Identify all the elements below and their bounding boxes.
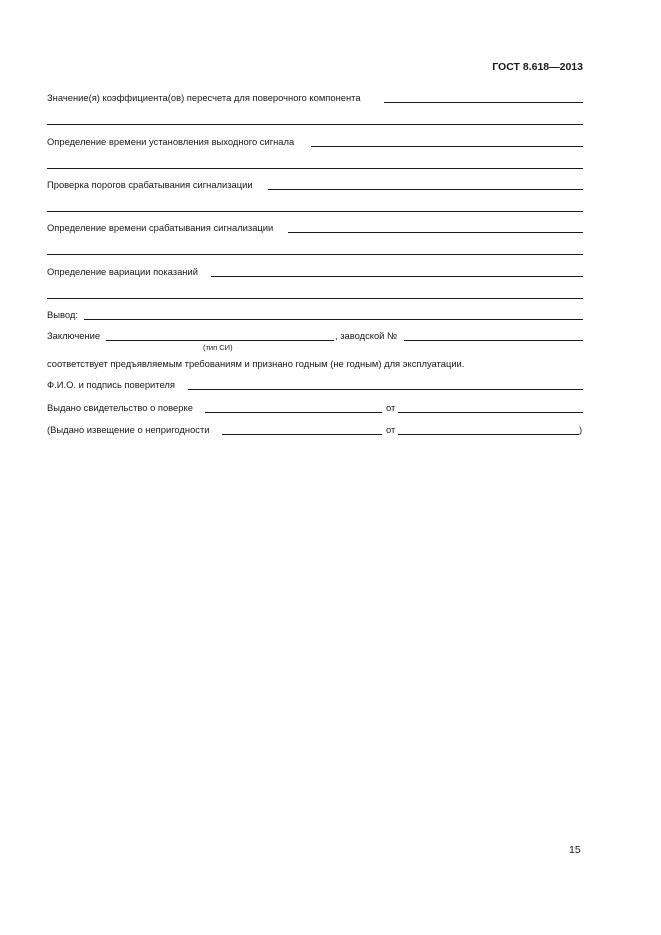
field-alarm-thresholds-extra[interactable] [47,211,583,212]
closing-parenthesis: ) [579,424,583,435]
field-conversion-coefficient-extra[interactable] [47,124,583,125]
caption-instrument-type: (тип СИ) [203,343,233,352]
field-notice-number[interactable] [222,434,382,435]
field-output-signal-time[interactable] [311,146,583,147]
field-serial-number[interactable] [404,340,583,341]
field-variation[interactable] [211,276,583,277]
label-certificate: Выдано свидетельство о поверке [47,402,193,413]
label-certificate-date: от [386,402,396,413]
label-output-signal-time: Определение времени установления выходного сигнала [47,136,295,147]
field-output-signal-time-extra[interactable] [47,168,583,169]
field-certificate-number[interactable] [205,412,382,413]
compliance-statement: соответствует предъявляемым требованиям и признано годным (не годным) для эксплуатации. [47,358,465,369]
label-conclusion: Вывод: [47,309,78,320]
field-alarm-thresholds[interactable] [268,189,583,190]
field-variation-extra[interactable] [47,298,583,299]
field-instrument-type[interactable] [106,340,334,341]
field-certificate-date[interactable] [398,412,583,413]
label-verifier: Ф.И.О. и подпись поверителя [47,379,175,390]
field-verifier-signature[interactable] [188,389,583,390]
document-id: ГОСТ 8.618—2013 [492,61,583,73]
label-alarm-time: Определение времени срабатывания сигнализации [47,222,274,233]
field-notice-date[interactable] [398,434,579,435]
label-verdict: Заключение [47,330,101,341]
field-alarm-time-extra[interactable] [47,254,583,255]
page-number: 15 [569,844,581,856]
label-notice-date: от [386,424,396,435]
label-conversion-coefficient: Значение(я) коэффициента(ов) пересчета для поверочного компонента [47,92,361,103]
label-unfitness-notice: (Выдано извещение о непригодности [47,424,210,435]
field-alarm-time[interactable] [288,232,583,233]
field-conversion-coefficient[interactable] [384,102,583,103]
label-serial-number: , заводской № [335,330,398,341]
label-alarm-thresholds: Проверка порогов срабатывания сигнализации [47,179,253,190]
field-conclusion[interactable] [84,319,583,320]
label-variation: Определение вариации показаний [47,266,198,277]
